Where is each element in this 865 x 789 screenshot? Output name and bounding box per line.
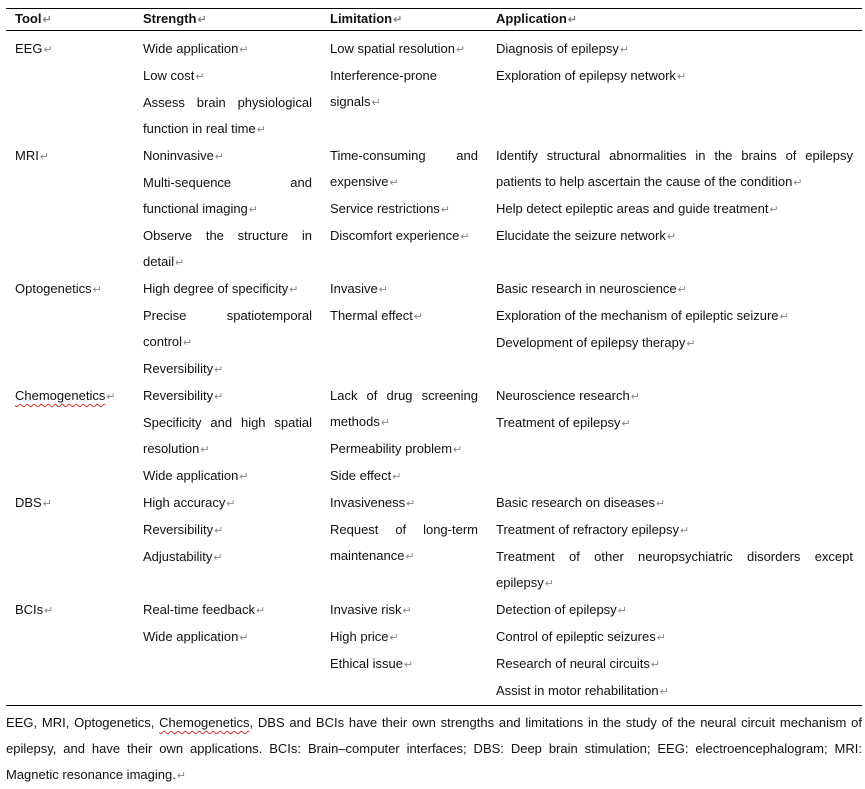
cell-application xyxy=(487,143,862,276)
cell-application xyxy=(487,276,862,383)
strength-item: High degree of specificity↵ xyxy=(143,281,299,296)
table-header-row xyxy=(6,9,862,31)
application-item: Assist in motor rehabilitation↵ xyxy=(496,683,669,698)
header-application: Application↵ xyxy=(487,9,862,31)
application-item: Control of epileptic seizures↵ xyxy=(496,629,666,644)
limitation-item: Thermal effect↵ xyxy=(330,308,424,323)
strength-item: Reversibility↵ xyxy=(143,522,224,537)
table-row xyxy=(6,31,862,144)
limitation-item: Lack of drug screening xyxy=(330,388,478,403)
strength-item: Precise spatiotemporal xyxy=(143,308,312,323)
tool-name: Optogenetics↵ xyxy=(15,281,102,296)
table-row xyxy=(6,490,862,597)
strength-item: Assess brain physiological xyxy=(143,95,312,110)
cell-limitation xyxy=(321,383,487,490)
table-caption xyxy=(6,710,862,789)
strength-item: Real-time feedback↵ xyxy=(143,602,266,617)
strength-item: Noninvasive↵ xyxy=(143,148,225,163)
cell-application xyxy=(487,490,862,597)
limitation-item: maintenance↵ xyxy=(330,548,415,563)
cell-limitation xyxy=(321,597,487,706)
strength-item: function in real time↵ xyxy=(143,121,266,136)
cell-limitation xyxy=(321,143,487,276)
table-row xyxy=(6,143,862,276)
cell-tool xyxy=(6,143,134,276)
strength-item: control↵ xyxy=(143,334,193,349)
application-item: epilepsy↵ xyxy=(496,575,554,590)
cell-strength xyxy=(134,276,321,383)
tool-name: DBS↵ xyxy=(15,495,52,510)
application-item: Neuroscience research↵ xyxy=(496,388,640,403)
cell-strength xyxy=(134,597,321,706)
strength-item: Multi-sequence and xyxy=(143,175,312,190)
cell-tool xyxy=(6,597,134,706)
application-item: Exploration of epilepsy network↵ xyxy=(496,68,687,83)
strength-item: Wide application↵ xyxy=(143,41,249,56)
strength-item: Reversibility↵ xyxy=(143,361,224,376)
tool-name: EEG↵ xyxy=(15,41,53,56)
table-row xyxy=(6,276,862,383)
cell-application xyxy=(487,31,862,144)
caption-line: EEG, MRI, Optogenetics, Chemogenetics, DBS and BCIs have their own strengths and limitations in the study of the neural circuit mechanism of xyxy=(6,715,862,730)
cell-application xyxy=(487,597,862,706)
application-item: patients to help ascertain the cause of the condition↵ xyxy=(496,174,803,189)
application-item: Detection of epilepsy↵ xyxy=(496,602,627,617)
limitation-item: High price↵ xyxy=(330,629,399,644)
limitation-item: Invasive↵ xyxy=(330,281,388,296)
limitation-item: Invasive risk↵ xyxy=(330,602,412,617)
header-strength: Strength↵ xyxy=(134,9,321,31)
strength-item: detail↵ xyxy=(143,254,185,269)
limitation-item: Time-consuming and xyxy=(330,148,478,163)
limitation-item: Interference-prone xyxy=(330,68,437,83)
cell-strength xyxy=(134,383,321,490)
spellcheck-word: Chemogenetics xyxy=(159,715,250,730)
tool-name: BCIs↵ xyxy=(15,602,54,617)
limitation-item: Low spatial resolution↵ xyxy=(330,41,466,56)
tool-name: MRI↵ xyxy=(15,148,50,163)
strength-item: Wide application↵ xyxy=(143,468,249,483)
cell-strength xyxy=(134,490,321,597)
application-item: Basic research in neuroscience↵ xyxy=(496,281,687,296)
limitation-item: Request of long-term xyxy=(330,522,478,537)
limitation-item: Service restrictions↵ xyxy=(330,201,451,216)
application-item: Development of epilepsy therapy↵ xyxy=(496,335,696,350)
header-limitation: Limitation↵ xyxy=(321,9,487,31)
limitation-item: expensive↵ xyxy=(330,174,399,189)
limitation-item: Side effect↵ xyxy=(330,468,402,483)
cell-limitation xyxy=(321,276,487,383)
limitation-item: methods↵ xyxy=(330,414,391,429)
strength-item: Wide application↵ xyxy=(143,629,249,644)
table-row xyxy=(6,383,862,490)
cell-tool xyxy=(6,276,134,383)
application-item: Treatment of other neuropsychiatric disorders except xyxy=(496,549,853,564)
caption-line: epilepsy, and have their own applications. BCIs: Brain–computer interfaces; DBS: Deep brain stimulation; EEG: electroencephalogram; MRI: xyxy=(6,741,862,756)
limitation-item: Discomfort experience↵ xyxy=(330,228,470,243)
tool-name: Chemogenetics↵ xyxy=(15,388,116,403)
application-item: Treatment of refractory epilepsy↵ xyxy=(496,522,690,537)
application-item: Treatment of epilepsy↵ xyxy=(496,415,631,430)
strength-item: Observe the structure in xyxy=(143,228,312,243)
application-item: Elucidate the seizure network↵ xyxy=(496,228,677,243)
cell-strength xyxy=(134,31,321,144)
cell-tool xyxy=(6,490,134,597)
strength-item: Reversibility↵ xyxy=(143,388,224,403)
document-page xyxy=(6,8,862,789)
application-item: Basic research on diseases↵ xyxy=(496,495,666,510)
caption-line: Magnetic resonance imaging.↵ xyxy=(6,767,187,782)
application-item: Help detect epileptic areas and guide treatment↵ xyxy=(496,201,779,216)
strength-item: High accuracy↵ xyxy=(143,495,236,510)
cell-limitation xyxy=(321,490,487,597)
cell-tool xyxy=(6,31,134,144)
application-item: Diagnosis of epilepsy↵ xyxy=(496,41,630,56)
cell-application xyxy=(487,383,862,490)
cell-tool xyxy=(6,383,134,490)
table-row xyxy=(6,597,862,706)
application-item: Exploration of the mechanism of epileptic seizure↵ xyxy=(496,308,789,323)
strength-item: Adjustability↵ xyxy=(143,549,223,564)
limitation-item: signals↵ xyxy=(330,94,381,109)
application-item: Identify structural abnormalities in the brains of epilepsy xyxy=(496,148,853,163)
strength-item: Specificity and high spatial xyxy=(143,415,312,430)
strength-item: functional imaging↵ xyxy=(143,201,259,216)
application-item: Research of neural circuits↵ xyxy=(496,656,661,671)
limitation-item: Permeability problem↵ xyxy=(330,441,463,456)
header-tool: Tool↵ xyxy=(6,9,134,31)
cell-limitation xyxy=(321,31,487,144)
cell-strength xyxy=(134,143,321,276)
strength-item: Low cost↵ xyxy=(143,68,205,83)
strength-item: resolution↵ xyxy=(143,441,210,456)
limitation-item: Ethical issue↵ xyxy=(330,656,414,671)
comparison-table xyxy=(6,8,862,706)
limitation-item: Invasiveness↵ xyxy=(330,495,416,510)
